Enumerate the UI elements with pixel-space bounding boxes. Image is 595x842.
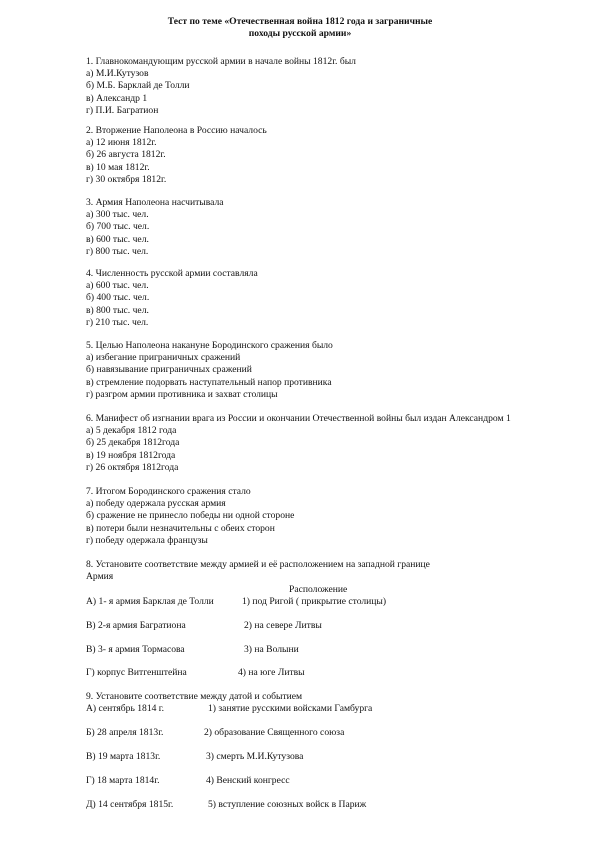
question-5: [86, 340, 546, 401]
answer-option: а) М.И.Кутузов: [86, 68, 149, 80]
matching-left: В) 2-я армия Багратиона: [86, 620, 186, 631]
answer-option: в) стремление подорвать наступательный напор противника: [86, 376, 332, 388]
question-text: 5. Целью Наполеона накануне Бородинского сражения было: [86, 340, 333, 351]
question-text: 7. Итогом Бородинского сражения стало: [86, 486, 251, 497]
matching-left: В) 3- я армия Тормасова: [86, 644, 185, 655]
answer-option: г) 210 тыс. чел.: [86, 316, 149, 328]
answer-option: г) 26 октября 1812года: [86, 461, 179, 473]
question-4: [86, 268, 546, 329]
column-header-left: Армия: [86, 571, 114, 582]
question-7: [86, 486, 546, 547]
matching-right: 3) на Волыни: [244, 644, 299, 655]
answer-option: г) победу одержала французы: [86, 534, 208, 546]
matching-right: 1) занятие русскими войсками Гамбурга: [208, 703, 373, 714]
answer-option: а) 600 тыс. чел.: [86, 280, 149, 292]
column-header-right: Расположение: [289, 584, 348, 595]
question-2: [86, 125, 546, 186]
question-text: 8. Установите соответствие между армией и её расположением на западной границе: [86, 559, 430, 570]
answer-option: а) 300 тыс. чел.: [86, 209, 149, 221]
answer-option: а) победу одержала русская армия: [86, 498, 226, 510]
document-title: [150, 16, 450, 41]
matching-right: 1) под Ригой ( прикрытие столицы): [242, 596, 387, 607]
matching-right: 2) на севере Литвы: [244, 620, 322, 631]
question-text: 4. Численность русской армии составляла: [86, 268, 258, 279]
matching-left: Д) 14 сентября 1815г.: [86, 799, 174, 810]
question-text: 6. Манифест об изгнании врага из России и окончании Отечественной войны был издан Александром 1: [86, 413, 511, 424]
answer-option: в) Александр 1: [86, 92, 148, 104]
answer-option: а) 12 июня 1812г.: [86, 137, 157, 149]
question-1: [86, 56, 546, 117]
question-9: [86, 691, 556, 821]
answer-option: г) 30 октября 1812г.: [86, 173, 167, 185]
answer-option: г) 800 тыс. чел.: [86, 245, 149, 257]
answer-option: б) навязывание приграничных сражений: [86, 364, 252, 376]
question-8: [86, 559, 556, 689]
answer-option: б) 700 тыс. чел.: [86, 221, 150, 233]
answer-option: б) М.Б. Барклай де Толли: [86, 80, 190, 92]
question-text: 9. Установите соответствие между датой и событием: [86, 691, 303, 702]
question-text: 3. Армия Наполеона насчитывала: [86, 197, 224, 208]
matching-left: В) 19 марта 1813г.: [86, 751, 161, 762]
answer-option: б) 26 августа 1812г.: [86, 149, 166, 161]
question-6: [86, 413, 546, 474]
matching-left: А) сентябрь 1814 г.: [86, 703, 165, 714]
title-line-2: походы русской армии»: [248, 28, 352, 40]
matching-right: 4) на юге Литвы: [238, 667, 305, 678]
matching-left: Г) корпус Витгенштейна: [86, 667, 187, 678]
matching-left: Г) 18 марта 1814г.: [86, 775, 160, 786]
matching-right: 2) образование Священного союза: [204, 727, 345, 738]
question-text: 1. Главнокомандующим русской армии в начале войны 1812г. был: [86, 56, 356, 67]
matching-left: А) 1- я армия Барклая де Толли: [86, 596, 214, 607]
answer-option: б) 25 декабря 1812года: [86, 437, 180, 449]
answer-option: а) избегание приграничных сражений: [86, 352, 241, 364]
answer-option: в) 600 тыс. чел.: [86, 233, 149, 245]
question-text: 2. Вторжение Наполеона в Россию началось: [86, 125, 267, 136]
answer-option: в) 10 мая 1812г.: [86, 161, 150, 173]
question-3: [86, 197, 546, 258]
matching-right: 5) вступление союзных войск в Париж: [208, 799, 367, 810]
answer-option: в) 800 тыс. чел.: [86, 304, 149, 316]
answer-option: б) 400 тыс. чел.: [86, 292, 150, 304]
matching-right: 4) Венский конгресс: [206, 775, 290, 786]
matching-right: 3) смерть М.И.Кутузова: [206, 751, 304, 762]
matching-left: Б) 28 апреля 1813г.: [86, 727, 164, 738]
answer-option: в) потери были незначительны с обеих сторон: [86, 522, 275, 534]
answer-option: в) 19 ноября 1812года: [86, 449, 176, 461]
title-line-1: Тест по теме «Отечественная война 1812 года и заграничные: [167, 16, 433, 27]
answer-option: а) 5 декабря 1812 года: [86, 425, 177, 437]
answer-option: г) разгром армии противника и захват столицы: [86, 388, 278, 400]
answer-option: б) сражение не принесло победы ни одной стороне: [86, 510, 295, 522]
answer-option: г) П.И. Багратион: [86, 104, 159, 116]
